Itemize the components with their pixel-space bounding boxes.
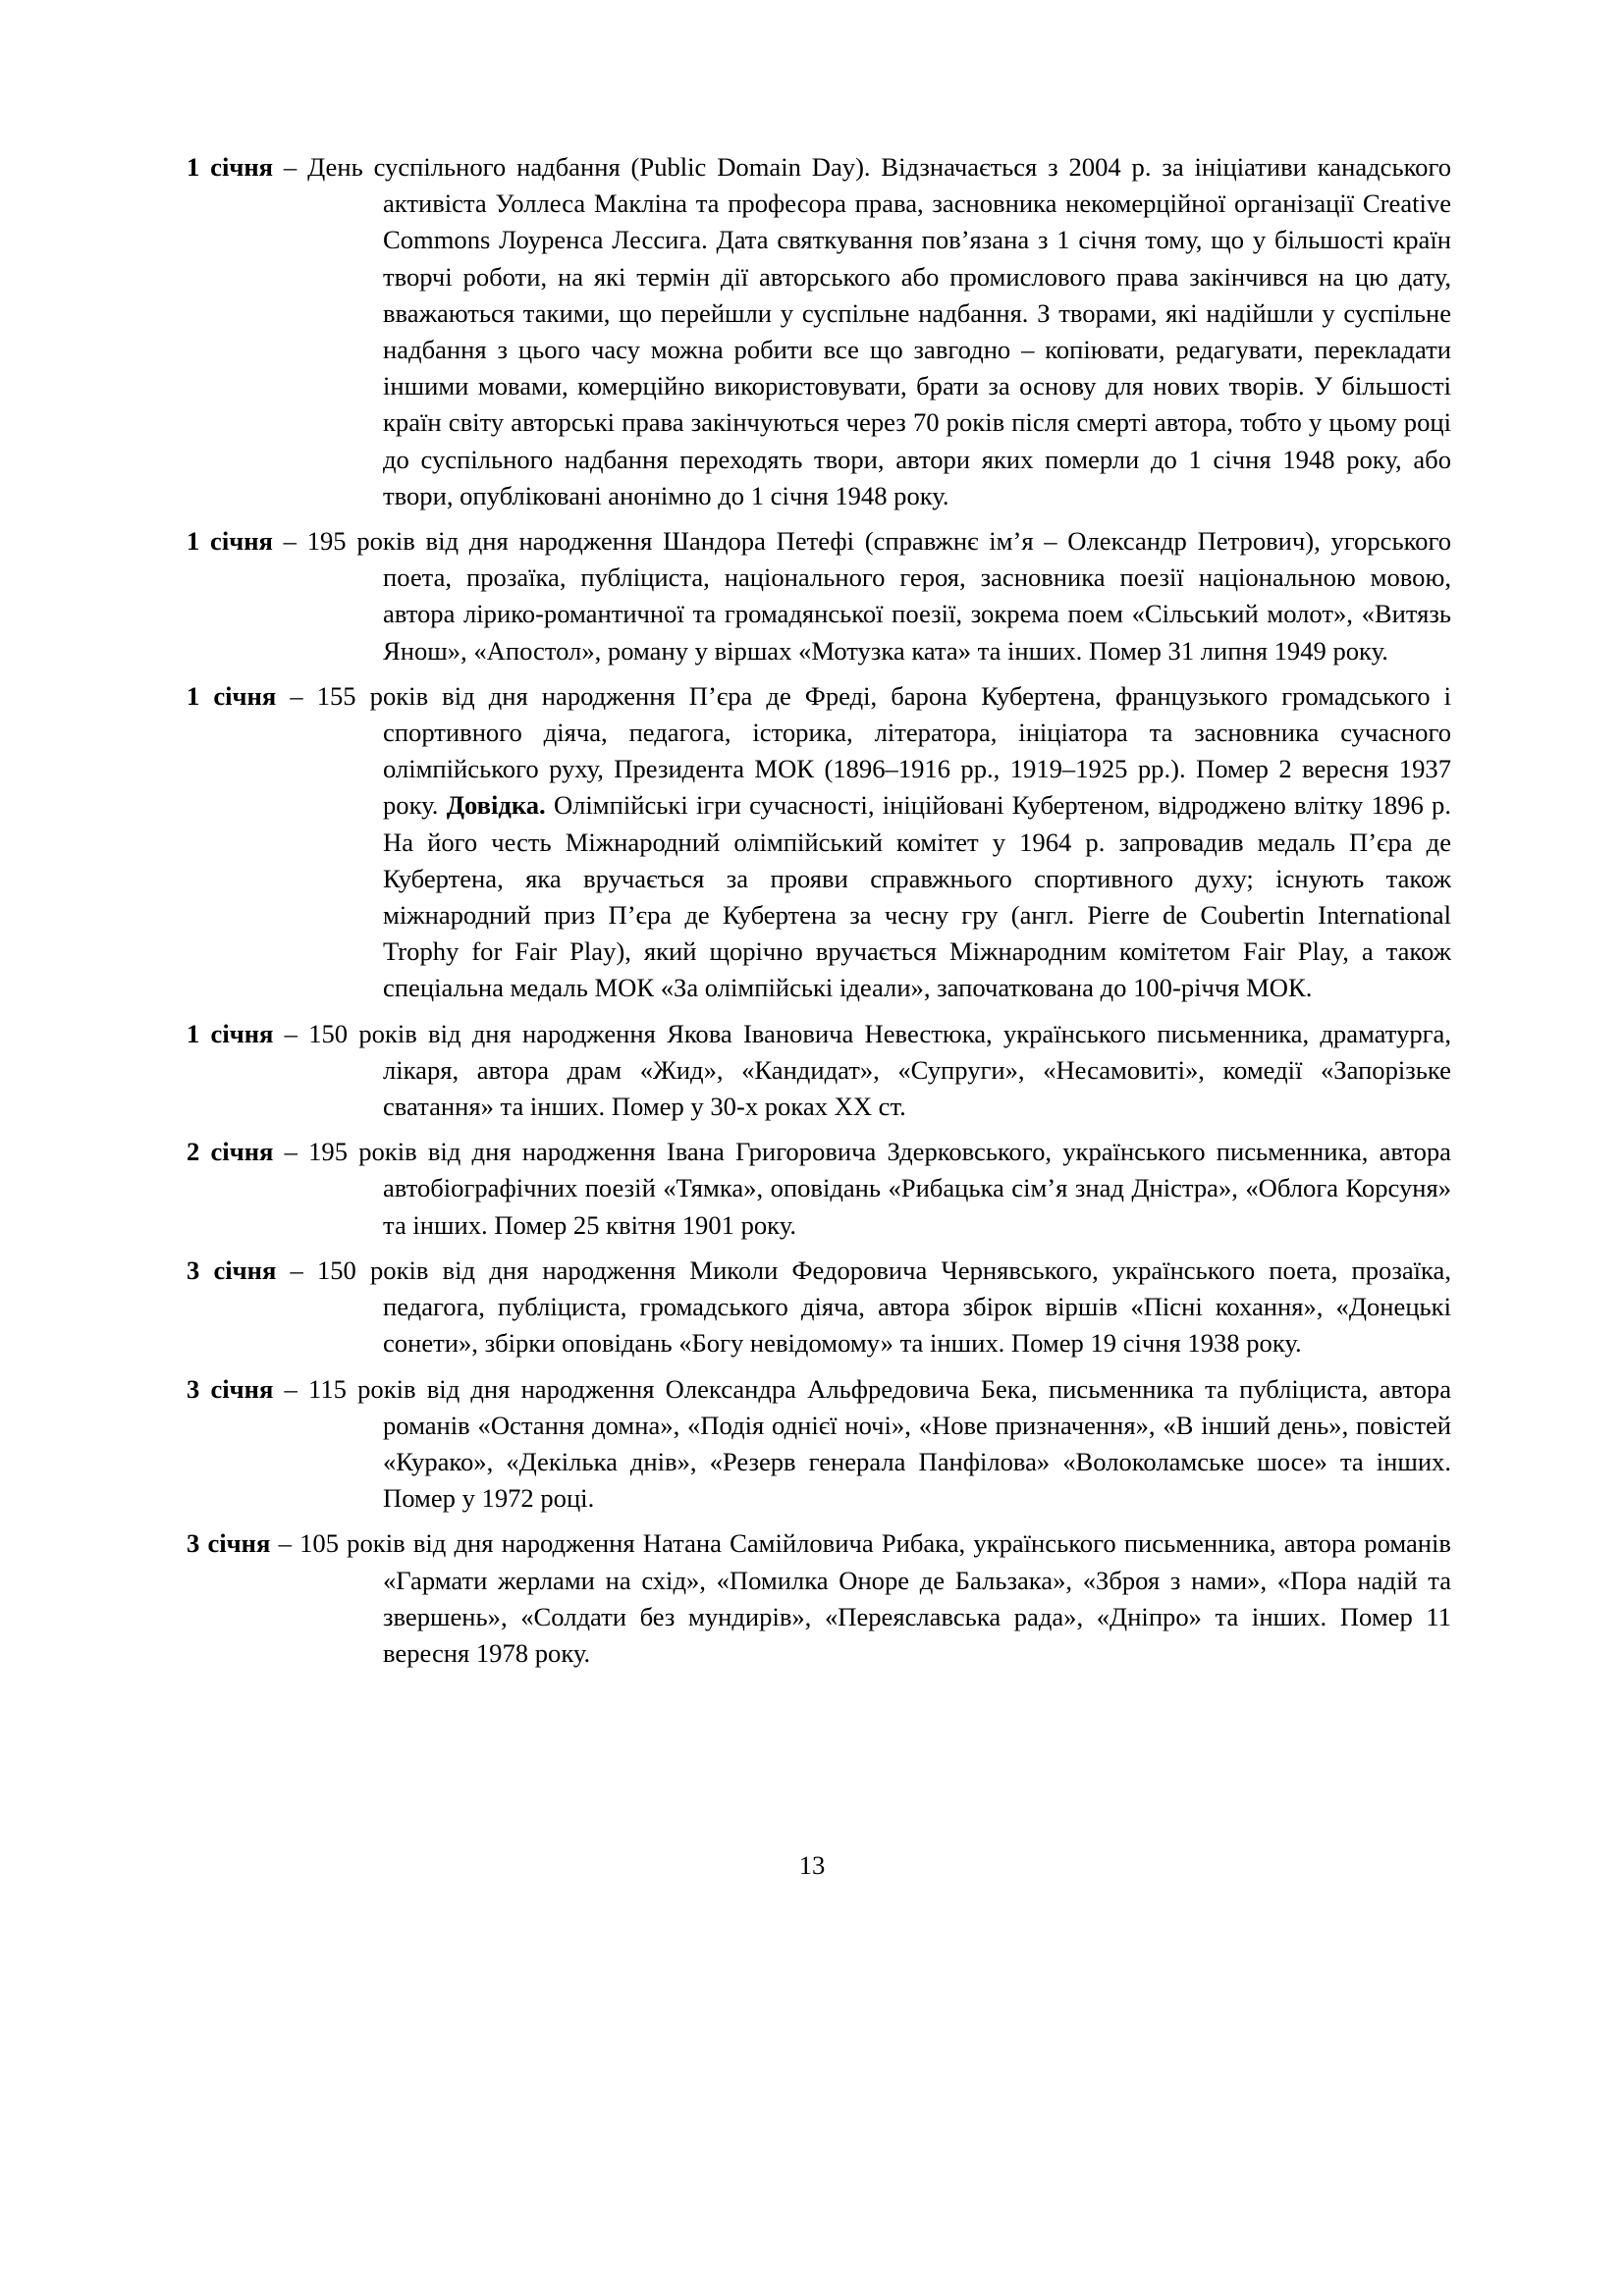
entry-date: 3 січня (187, 1528, 271, 1559)
entry-text: 195 років від дня народження Шандора Петефі (справжнє ім’я – Олександр Петрович), угорського поета, прозаїка, публіциста, національного героя, засновника поезії національною мовою, автора лірико-романтичної та громадянської поезії, зокрема поем «Сільський молот», «Витязь Янош», «Апостол», роману у віршах «Мотузка ката» та інших. Помер 31 липня 1949 року. (306, 526, 1451, 666)
entry-date: 1 січня (187, 152, 274, 182)
calendar-entry (187, 1016, 1451, 1126)
entry-dash: – (273, 1137, 309, 1167)
calendar-entry (187, 1371, 1451, 1518)
entry-dash: – (273, 1018, 309, 1048)
entry-dash: – (270, 1528, 300, 1559)
calendar-page (187, 149, 1451, 1681)
entry-date: 3 січня (187, 1373, 274, 1404)
entry-dash: – (272, 526, 307, 557)
entry-text: 105 років від дня народження Натана Самійловича Рибака, українського письменника, автора романів «Гармати жерлами на схід», «Помилка Оноре де Бальзака», «Зброя з нами», «Пора надій та звершень», «Солдати без мундирів», «Переяславська рада», «Дніпро» та інших. Помер 11 вересня 1978 року. (299, 1528, 1451, 1668)
calendar-entry (187, 1134, 1451, 1244)
entry-text: 195 років від дня народження Івана Григоровича Здерковського, українського письменника, автора автобіографічних поезій «Тямка», оповідань «Рибацька сім’я знад Дністра», «Облога Корсуня» та інших. Помер 25 квітня 1901 року. (308, 1137, 1451, 1240)
entry-date: 3 січня (187, 1255, 277, 1285)
entry-text: 150 років від дня народження Миколи Федоровича Чернявського, українського поета, прозаїка, педагога, публіциста, громадського діяча, автора збірок віршів «Пісні кохання», «Донецькі сонети», збірки оповідань «Богу невідомому» та інших. Помер 19 січня 1938 року. (316, 1255, 1451, 1359)
page-number: 13 (798, 1850, 826, 1880)
calendar-entry (187, 149, 1451, 514)
entry-dash: – (276, 1255, 317, 1285)
entry-date: 1 січня (187, 1018, 274, 1048)
entry-text: 115 років від дня народження Олександра Альфредовича Бека, письменника та публіциста, автора романів «Остання домна», «Подія однієї ночі», «Нове призначення», «В інший день», повістей «Курако», «Декілька днів», «Резерв генерала Панфілова» «Волоколамське шосе» та інших. Помер у 1972 році. (308, 1373, 1451, 1514)
calendar-entry (187, 1525, 1451, 1672)
note-text: Олімпійські ігри сучасності, ініційовані Кубертеном, відроджено влітку 1896 р. На його честь Міжнародний олімпійський комітет у 1964 р. запровадив медаль П’єра де Кубертена, яка вручається за прояви справжнього спортивного духу; існують також міжнародний приз П’єра де Кубертена за чесну гру (англ. Pierre de Coubertin International Trophy for Fair Play), який щорічно вручається Міжнародним комітетом Fair Play, а також спеціальна медаль МОК «За олімпійські ідеали», започаткована до 100-річчя МОК. (383, 790, 1451, 1003)
calendar-entry (187, 523, 1451, 669)
entry-text: 150 років від дня народження Якова Івановича Невестюка, українського письменника, драматурга, лікаря, автора драм «Жид», «Кандидат», «Супруги», «Несамовиті», комедії «Запорізьке сватання» та інших. Помер у 30-х роках ХХ ст. (308, 1018, 1451, 1122)
entry-dash: – (276, 680, 317, 711)
entry-date: 1 січня (187, 526, 273, 557)
entry-dash: – (273, 1373, 309, 1404)
entry-dash: – (273, 152, 308, 182)
entry-date: 1 січня (187, 680, 277, 711)
calendar-entry (187, 678, 1451, 1007)
calendar-entry (187, 1253, 1451, 1362)
note-label: Довідка. (446, 790, 546, 821)
entry-text: День суспільного надбання (Public Domain Day). Відзначається з 2004 р. за ініціативи канадського активіста Уоллеса Макліна та професора права, засновника некомерційної організації Creative Commons Лоуренса Лессига. Дата святкування пов’язана з 1 січня тому, що у більшості країн творчі роботи, на які термін дії авторського або промислового права закінчився на цю дату, вважаються такими, що перейшли у суспільне надбання. З творами, які надійшли у суспільне надбання з цього часу можна робити все що завгодно – копіювати, редагувати, перекладати іншими мовами, комерційно використовувати, брати за основу для нових творів. У більшості країн світу авторські права закінчуються через 70 років після смерті автора, тобто у цьому році до суспільного надбання переходять твори, автори яких померли до 1 січня 1948 року, або твори, опубліковані анонімно до 1 січня 1948 року. (307, 152, 1451, 510)
entry-text: 155 років від дня народження П’єра де Фреді, барона Кубертена, французького громадського і спортивного діяча, педагога, історика, літератора, ініціатора та засновника сучасного олімпійського руху, Президента МОК (1896–1916 рр., 1919–1925 рр.). Помер 2 вересня 1937 року. (316, 680, 1451, 821)
entry-date: 2 січня (187, 1137, 274, 1167)
